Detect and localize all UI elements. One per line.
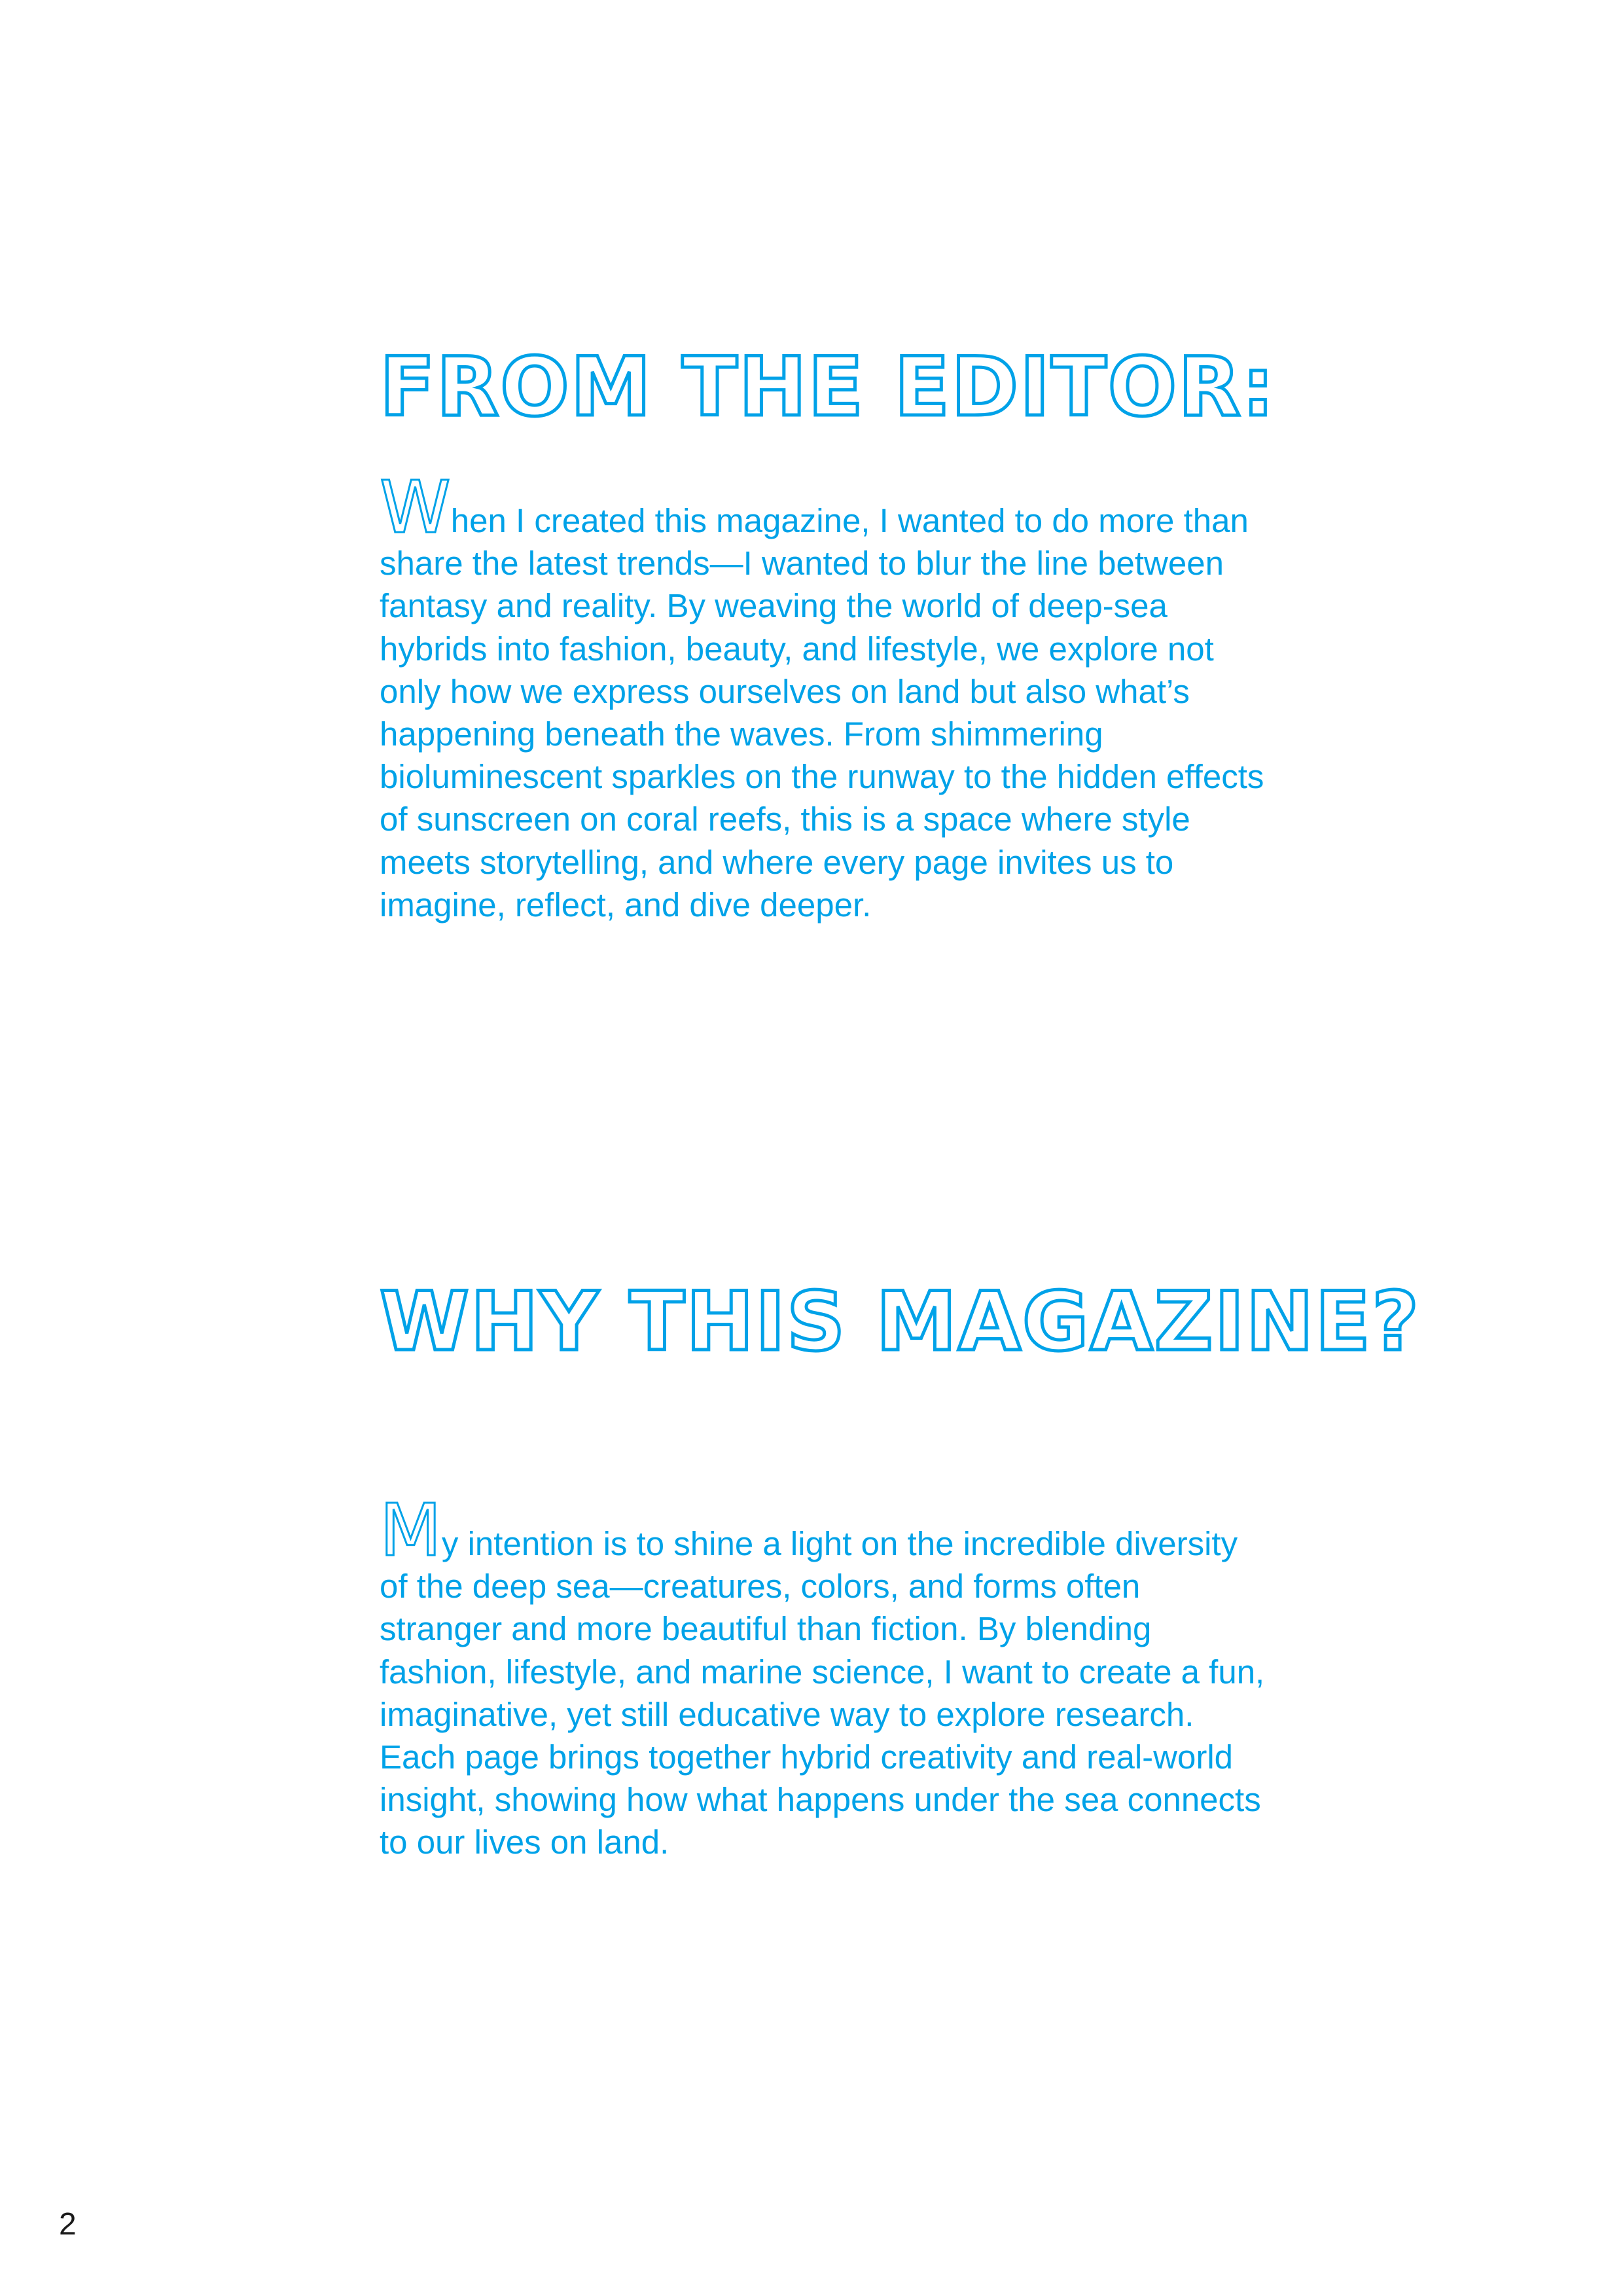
why-body-text: y intention is to shine a light on the incredible diversity of the deep sea—creatures, colors, and forms often stranger and more beautiful than fiction. By blending fashion, lifestyle, and marine science, I want to create a fun, imaginative, yet still educative way to explore research. Each page brings together hybrid creativity and real-world insight, showing how what happens under the sea connects to our lives on land. [380,1525,1265,1861]
editor-paragraph [380,465,1270,926]
why-drop-cap: M [380,1488,442,1572]
page-number: 2 [59,2207,77,2242]
why-paragraph [380,1488,1270,1864]
editor-drop-cap: W [380,465,451,549]
why-heading: WHY THIS MAGAZINE? [380,1275,1421,1369]
editor-heading: FROM THE EDITOR: [380,340,1276,435]
editor-body-text: hen I created this magazine, I wanted to do more than share the latest trends—I wanted to blur the line between fantasy and reality. By weaving the world of deep-sea hybrids into fashion, beauty, and lifestyle, we explore not only how we express ourselves on land but also what’s happening beneath the waves. From shimmering bioluminescent sparkles on the runway to the hidden effects of sunscreen on coral reefs, this is a space where style meets storytelling, and where every page invites us to imagine, reflect, and dive deeper. [380,502,1264,924]
